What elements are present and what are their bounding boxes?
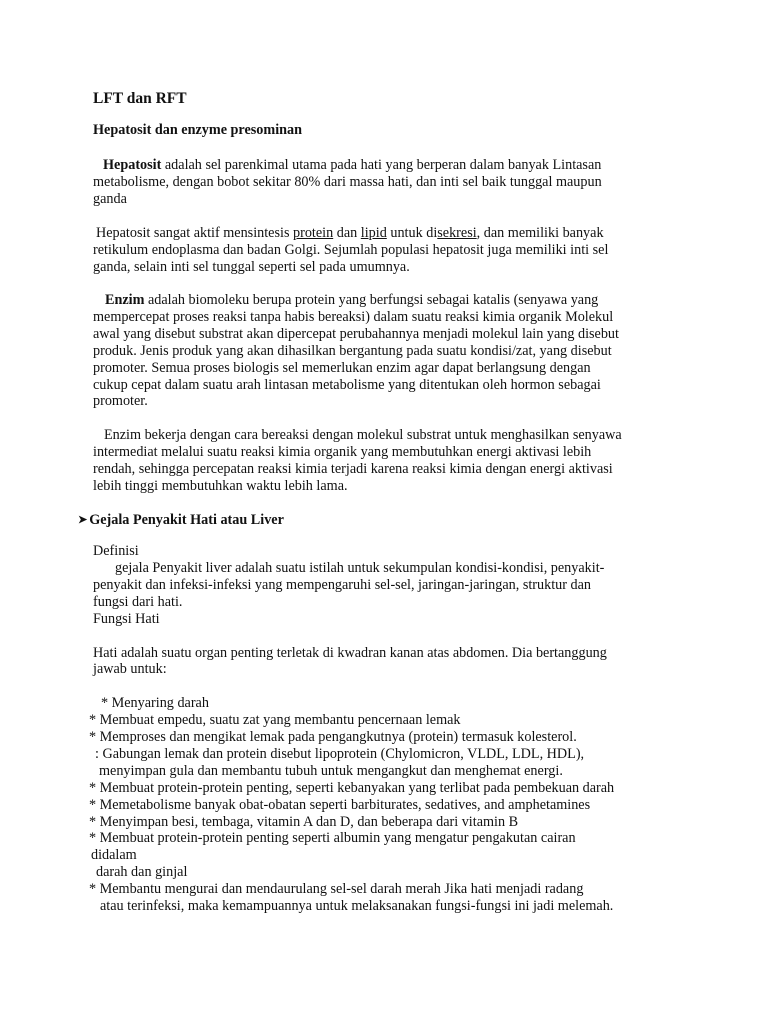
list-item: menyimpan gula dan membantu tubuh untuk mengangkut dan menghemat energi.	[99, 763, 563, 779]
paragraph-enzim-line-4: produk. Jenis produk yang akan dihasilkan bergantung pada suatu kondisi/zat, yang disebut	[93, 343, 612, 359]
document-title: LFT dan RFT	[93, 90, 187, 107]
paragraph-enzim-line-6: cukup cepat dalam suatu arah lintasan metabolisme yang ditentukan oleh hormon sebagai	[93, 377, 601, 393]
paragraph-sintesis-line-3: ganda, selain inti sel tunggal seperti sel pada umumnya.	[93, 259, 410, 275]
definisi-line-2: penyakit dan infeksi-infeksi yang mempengaruhi sel-sel, jaringan-jaringan, struktur dan	[93, 577, 591, 593]
term-enzim: Enzim	[105, 292, 145, 308]
list-item: : Gabungan lemak dan protein disebut lipoprotein (Chylomicron, VLDL, LDL, HDL),	[95, 746, 585, 762]
fungsi-intro-line-1: Hati adalah suatu organ penting terletak di kwadran kanan atas abdomen. Dia bertanggung	[93, 645, 607, 661]
paragraph-enzim-line-1: Enzim adalah biomoleku berupa protein yang berfungsi sebagai katalis (senyawa yang	[105, 292, 599, 308]
fungsi-label: Fungsi Hati	[93, 611, 160, 627]
paragraph-hepatosit-line-2: metabolisme, dengan bobot sekitar 80% dari massa hati, dan inti sel baik tunggal maupun	[93, 174, 602, 190]
paragraph-hepatosit-line-1: Hepatosit adalah sel parenkimal utama pada hati yang berperan dalam banyak Lintasan	[103, 157, 602, 173]
definisi-line-1: gejala Penyakit liver adalah suatu istilah untuk sekumpulan kondisi-kondisi, penyakit-	[115, 560, 605, 576]
section-subtitle: Hepatosit dan enzyme presominan	[93, 122, 303, 138]
paragraph-enzim-kerja-line-3: rendah, sehingga percepatan reaksi kimia terjadi karena reaksi kimia dengan energi aktivasi	[93, 461, 613, 477]
list-item: * Membantu mengurai dan mendaurulang sel-sel darah merah Jika hati menjadi radang	[89, 881, 584, 897]
list-item: * Membuat protein-protein penting, seperti kebanyakan yang terlibat pada pembekuan darah	[89, 780, 615, 796]
arrow-bullet-icon: ➤	[78, 514, 88, 526]
link-lipid[interactable]: lipid	[360, 225, 387, 241]
term-hepatosit: Hepatosit	[103, 157, 162, 173]
list-item: * Menyimpan besi, tembaga, vitamin A dan D, dan beberapa dari vitamin B	[89, 814, 519, 830]
definisi-line-3: fungsi dari hati.	[93, 594, 183, 610]
list-item: atau terinfeksi, maka kemampuannya untuk melaksanakan fungsi-fungsi ini jadi melemah.	[100, 898, 614, 914]
paragraph-sintesis-line-2: retikulum endoplasma dan badan Golgi. Sejumlah populasi hepatosit juga memiliki inti sel	[93, 242, 609, 258]
paragraph-enzim-line-3: awal yang disebut substrat akan dipercepat perubahannya menjadi molekul lain yang disebut	[93, 326, 619, 342]
paragraph-enzim-line-7: promoter.	[93, 393, 148, 409]
list-item: * Membuat empedu, suatu zat yang membantu pencernaan lemak	[89, 712, 461, 728]
fungsi-intro-line-2: jawab untuk:	[93, 661, 167, 677]
paragraph-sintesis-line-1: Hepatosit sangat aktif mensintesis protein dan lipid untuk disekresi, dan memiliki banyak	[96, 225, 604, 241]
definisi-label: Definisi	[93, 543, 139, 559]
paragraph-enzim-line-5: promoter. Semua proses biologis sel memerlukan enzim agar dapat berlangsung dengan	[93, 360, 591, 376]
paragraph-enzim-line-2: mempercepat proses reaksi tanpa habis bereaksi) dalam suatu reaksi kimia organik Molekul	[93, 309, 614, 325]
paragraph-enzim-kerja-line-1: Enzim bekerja dengan cara bereaksi dengan molekul substrat untuk menghasilkan senyawa	[104, 427, 622, 443]
link-sekresi[interactable]: sekresi	[437, 225, 477, 241]
list-item: * Memproses dan mengikat lemak pada pengangkutnya (protein) termasuk kolesterol.	[89, 729, 577, 745]
list-item: * Menyaring darah	[101, 695, 209, 711]
list-item: * Memetabolisme banyak obat-obatan seperti barbiturates, sedatives, and amphetamines	[89, 797, 591, 813]
paragraph-hepatosit-line-3: ganda	[93, 191, 127, 207]
list-item: darah dan ginjal	[96, 864, 188, 880]
section-heading-gejala: ➤ Gejala Penyakit Hati atau Liver	[78, 512, 284, 528]
paragraph-enzim-kerja-line-2: intermediat melalui suatu reaksi kimia organik yang membutuhkan energi aktivasi lebih	[93, 444, 592, 460]
link-protein[interactable]: protein	[293, 225, 334, 241]
list-item: * Membuat protein-protein penting seperti albumin yang mengatur pengakutan cairan	[89, 830, 576, 846]
list-item: didalam	[91, 847, 137, 863]
paragraph-enzim-kerja-line-4: lebih tinggi membutuhkan waktu lebih lama.	[93, 478, 348, 494]
